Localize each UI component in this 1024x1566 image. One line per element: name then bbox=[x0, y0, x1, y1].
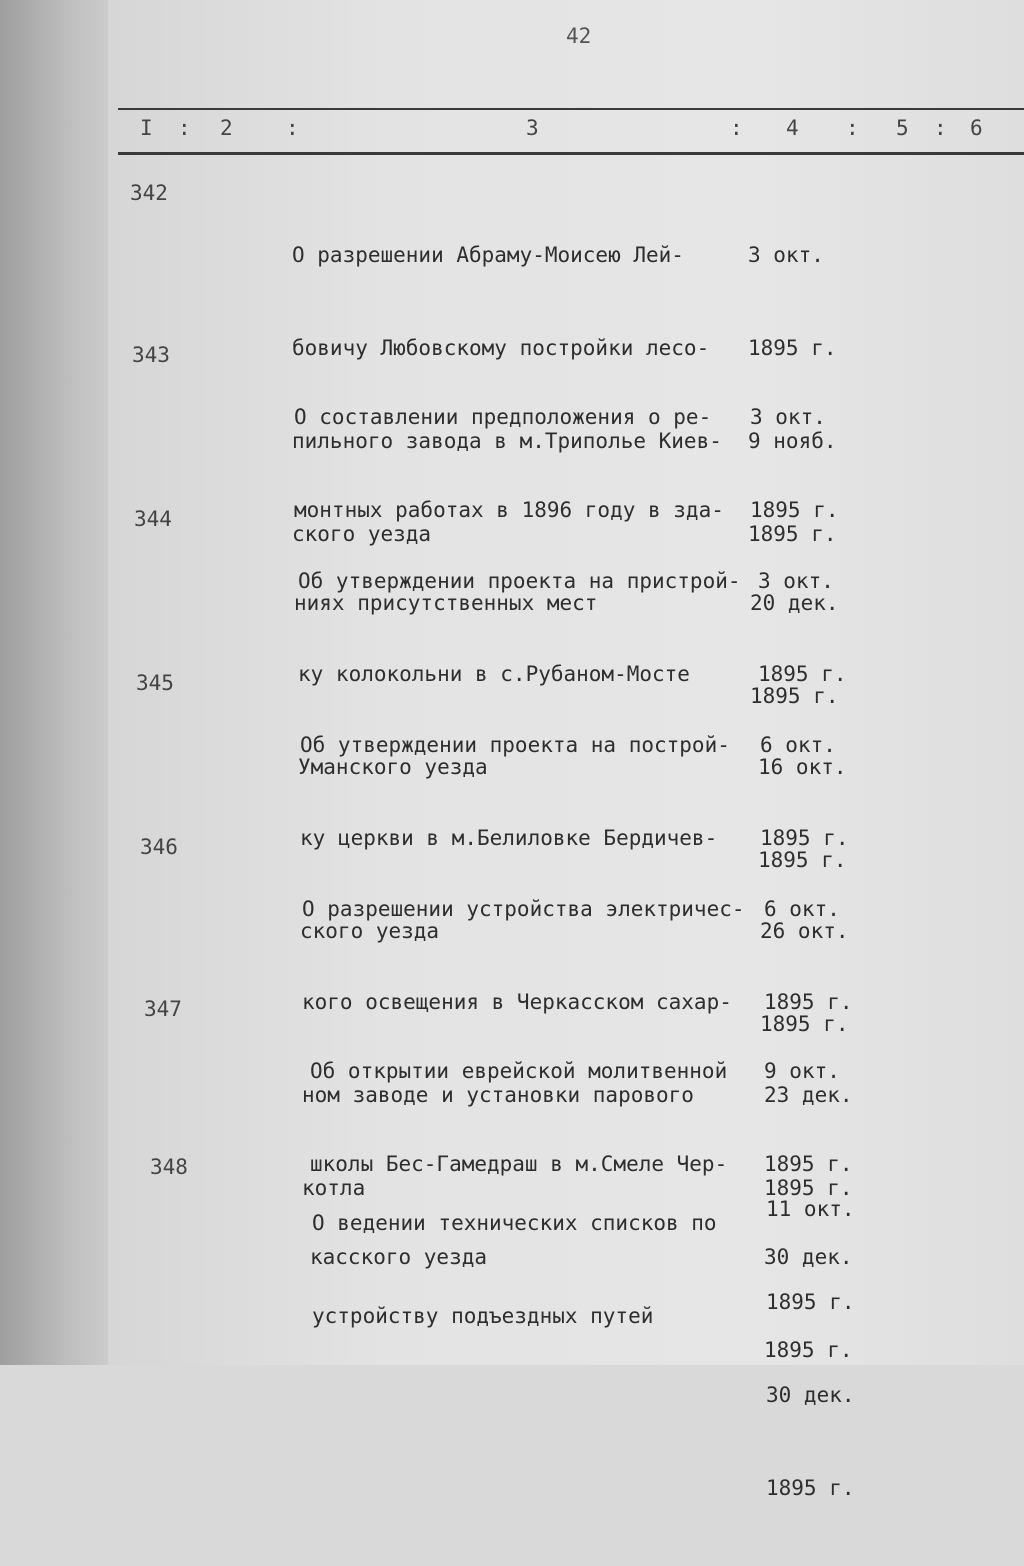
column-header-5: 5 bbox=[896, 116, 909, 140]
header-rule-top bbox=[118, 108, 1024, 110]
entry-number: 348 bbox=[150, 1155, 188, 1179]
title-line: ского уезда bbox=[292, 522, 432, 546]
date-line: 1895 г. bbox=[764, 1338, 853, 1362]
date-line: 30 дек. bbox=[764, 1245, 853, 1269]
date-line: 3 окт. bbox=[758, 569, 834, 593]
date-line: 1895 г. bbox=[758, 848, 847, 872]
title-line: Уманского уезда bbox=[298, 755, 488, 779]
date-line: 1895 г. bbox=[760, 1012, 849, 1036]
date-line: 1895 г. bbox=[758, 662, 847, 686]
column-header-1: I bbox=[140, 116, 153, 140]
title-line: ниях присутственных мест bbox=[294, 591, 598, 615]
date-line: 1895 г. bbox=[766, 1476, 855, 1500]
entry-title bbox=[312, 1146, 782, 1394]
title-line: пильного завода в м.Триполье Киев- bbox=[292, 429, 722, 453]
entry-number: 342 bbox=[130, 181, 168, 205]
entry-number: 347 bbox=[144, 997, 182, 1021]
column-separator: : bbox=[178, 116, 191, 140]
entry-number: 345 bbox=[136, 671, 174, 695]
title-line: касского уезда bbox=[310, 1245, 488, 1269]
date-line: 1895 г. bbox=[760, 826, 849, 850]
date-line: 23 дек. bbox=[764, 1083, 853, 1107]
date-line: 1895 г. bbox=[764, 1152, 853, 1176]
entry-number: 346 bbox=[140, 835, 178, 859]
column-header-4: 4 bbox=[786, 116, 799, 140]
title-line: Об утверждении проекта на построй- bbox=[300, 733, 730, 757]
column-separator: : bbox=[286, 116, 299, 140]
date-line: 3 окт. bbox=[750, 405, 826, 429]
date-line: 26 окт. bbox=[760, 919, 849, 943]
title-line: Об утверждении проекта на пристрой- bbox=[298, 569, 741, 593]
title-line: устройству подъездных путей bbox=[312, 1304, 654, 1328]
page-number: 42 bbox=[566, 24, 592, 48]
page-edge-shadow bbox=[0, 0, 120, 1365]
title-line: ном заводе и установки парового bbox=[302, 1083, 694, 1107]
title-line: кого освещения в Черкасском сахар- bbox=[302, 990, 732, 1014]
date-line: 11 окт. bbox=[766, 1197, 855, 1221]
date-line: 1895 г. bbox=[764, 990, 853, 1014]
date-line: 6 окт. bbox=[760, 733, 836, 757]
header-rule-bottom bbox=[118, 152, 1024, 155]
column-separator: : bbox=[730, 116, 743, 140]
date-line: 1895 г. bbox=[750, 498, 839, 522]
date-line: 1895 г. bbox=[766, 1290, 855, 1314]
title-line: Об открытии еврейской молитвенной bbox=[310, 1059, 728, 1083]
date-line: 6 окт. bbox=[764, 897, 840, 921]
document-page bbox=[108, 0, 1024, 1500]
title-line: ского уезда bbox=[300, 919, 440, 943]
date-line: 16 окт. bbox=[758, 755, 847, 779]
date-line: 1895 г. bbox=[750, 684, 839, 708]
column-header-6: 6 bbox=[970, 116, 983, 140]
title-line: школы Бес-Гамедраш в м.Смеле Чер- bbox=[310, 1152, 728, 1176]
title-line: О ведении технических списков по bbox=[312, 1211, 717, 1235]
entry-number: 344 bbox=[134, 507, 172, 531]
column-separator: : bbox=[846, 116, 859, 140]
date-line: 3 окт. bbox=[748, 243, 824, 267]
date-line: 9 нояб. bbox=[748, 429, 837, 453]
column-separator: : bbox=[934, 116, 947, 140]
entry-dates bbox=[766, 1132, 855, 1566]
date-line: 20 дек. bbox=[750, 591, 839, 615]
date-line: 30 дек. bbox=[766, 1383, 855, 1407]
entry-number: 343 bbox=[132, 343, 170, 367]
date-line: 9 окт. bbox=[764, 1059, 840, 1083]
title-line: монтных работах в 1896 году в зда- bbox=[294, 498, 724, 522]
date-line: 1895 г. bbox=[748, 522, 837, 546]
column-header-3: 3 bbox=[526, 116, 539, 140]
date-line: 1895 г. bbox=[748, 336, 837, 360]
title-line: О разрешении устройства электричес- bbox=[302, 897, 745, 921]
column-header-2: 2 bbox=[220, 116, 233, 140]
title-line: О разрешении Абраму-Моисею Лей- bbox=[292, 243, 684, 267]
title-line: котла bbox=[302, 1176, 366, 1200]
title-line: ку церкви в м.Белиловке Бердичев- bbox=[300, 826, 718, 850]
title-line: ку колокольни в с.Рубаном-Мосте bbox=[298, 662, 690, 686]
title-line: бовичу Любовскому постройки лесо- bbox=[292, 336, 710, 360]
date-line: 1895 г. bbox=[764, 1176, 853, 1200]
title-line: О составлении предположения о ре- bbox=[294, 405, 712, 429]
